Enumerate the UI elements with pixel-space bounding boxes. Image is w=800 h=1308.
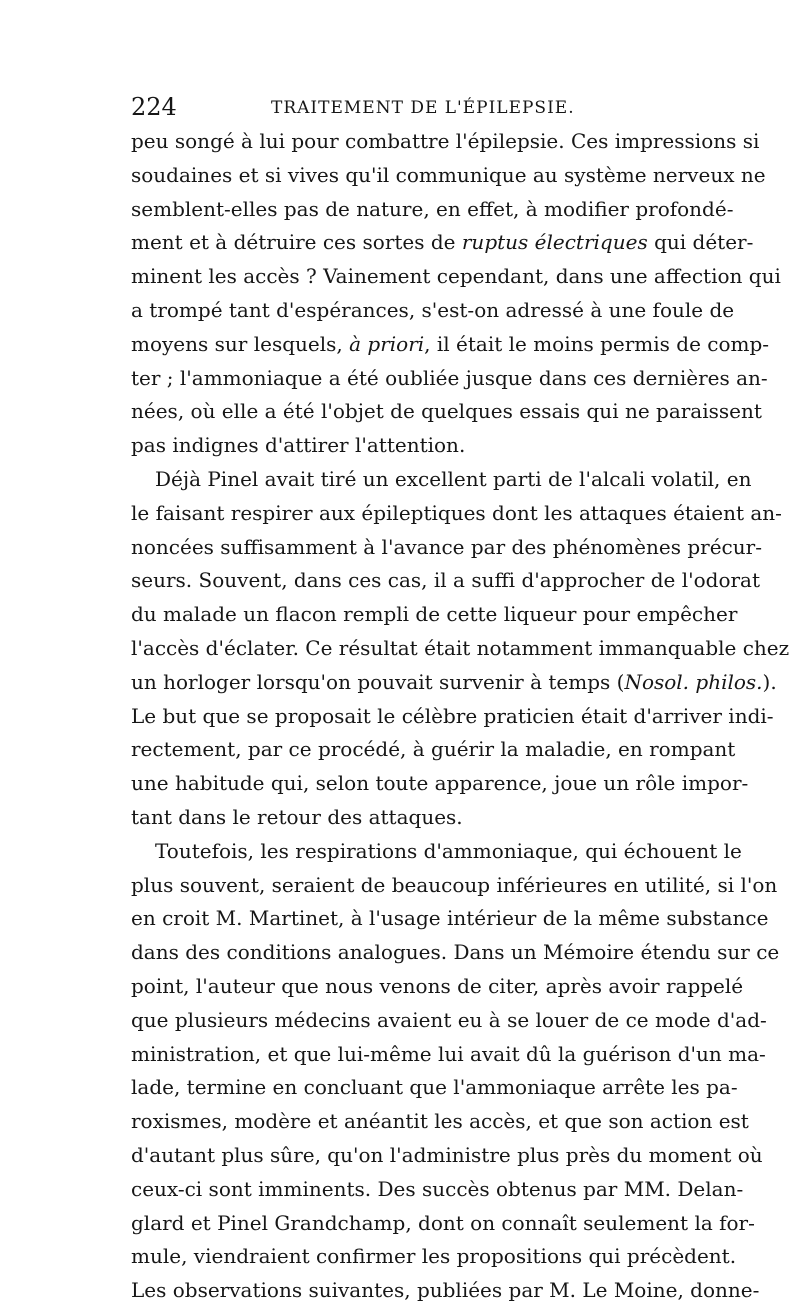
text-line: [131, 1207, 755, 1241]
text-segment: a trompé tant d'espérances, s'est-on adressé à une foule de: [131, 297, 735, 322]
text-line: [131, 159, 766, 193]
text-line: [131, 531, 762, 565]
text-segment: semblent-elles pas de nature, en effet, à modifier profondé-: [131, 196, 734, 221]
text-segment: un horloger lorsqu'on pouvait survenir à temps (: [131, 669, 625, 694]
text-line: [131, 497, 782, 531]
text-line: [131, 1240, 737, 1274]
text-line: [131, 125, 760, 159]
text-segment: minent les accès ? Vainement cependant, dans une affection qui: [131, 264, 781, 289]
text-line: [131, 733, 736, 767]
text-segment: ceux-ci sont imminents. Des succès obtenus par MM. Delan-: [131, 1176, 744, 1201]
text-line: [131, 801, 671, 835]
text-line: [131, 1105, 749, 1139]
text-line: [131, 463, 752, 497]
text-segment: noncées suffisamment à l'avance par des phénomènes précur-: [131, 534, 762, 559]
text-segment: du malade un flacon rempli de cette liqueur pour empêcher: [131, 602, 738, 627]
italic-text: ruptus électriques: [461, 230, 648, 255]
text-segment: ment et à détruire ces sortes de: [131, 230, 462, 255]
text-line: [131, 1004, 767, 1038]
text-line: [131, 429, 671, 463]
body-text: [131, 125, 790, 1308]
text-segment: plus souvent, seraient de beaucoup inférieures en utilité, si l'on: [131, 872, 778, 897]
text-segment: ter ; l'ammoniaque a été oubliée jusque dans ces dernières an-: [131, 365, 768, 390]
text-line: [131, 632, 790, 666]
text-segment: ministration, et que lui-même lui avait dû la guérison d'un ma-: [131, 1041, 766, 1066]
text-segment: soudaines et si vives qu'il communique au système nerveux ne: [131, 162, 766, 187]
text-segment: le faisant respirer aux épileptiques dont les attaques étaient an-: [131, 500, 782, 525]
text-line: [131, 666, 777, 700]
text-line: [131, 395, 762, 429]
text-segment: , il était le moins permis de comp-: [424, 331, 770, 356]
text-line: [131, 362, 768, 396]
italic-text: à priori: [349, 331, 425, 356]
text-line: [131, 1071, 738, 1105]
text-line: [131, 1274, 760, 1308]
text-line: [131, 1038, 766, 1072]
text-line: [131, 767, 749, 801]
text-segment: Déjà Pinel avait tiré un excellent parti de l'alcali volatil, en: [155, 466, 752, 491]
text-segment: peu songé à lui pour combattre l'épilepsie. Ces impressions si: [131, 129, 760, 153]
text-line: [131, 902, 769, 936]
text-line: [131, 598, 738, 632]
text-segment: tant dans le retour des attaques.: [131, 804, 463, 829]
text-segment: une habitude qui, selon toute apparence, joue un rôle impor-: [131, 771, 749, 796]
text-segment: roxismes, modère et anéantit les accès, et que son action est: [131, 1109, 749, 1134]
text-segment: nées, où elle a été l'objet de quelques essais qui ne paraissent: [131, 399, 762, 424]
text-segment: pas indignes d'attirer l'attention.: [131, 433, 466, 458]
text-segment: l'accès d'éclater. Ce résultat était notamment immanquable chez: [131, 635, 790, 660]
text-segment: d'autant plus sûre, qu'on l'administre plus près du moment où: [131, 1142, 763, 1167]
text-segment: dans des conditions analogues. Dans un Mémoire étendu sur ce: [131, 940, 780, 965]
text-segment: point, l'auteur que nous venons de citer, après avoir rappelé: [131, 973, 744, 998]
text-segment: en croit M. Martinet, à l'usage intérieur de la même substance: [131, 906, 769, 931]
paragraph: [131, 125, 781, 463]
text-segment: Le but que se proposait le célèbre praticien était d'arriver indi-: [131, 703, 774, 728]
running-head: [131, 92, 671, 122]
text-segment: moyens sur lesquels,: [131, 331, 350, 356]
page-number: 224: [131, 93, 177, 121]
text-line: [131, 294, 735, 328]
text-segment: qui déter-: [647, 230, 754, 255]
paragraph: [131, 463, 790, 835]
text-line: [131, 869, 778, 903]
text-line: [131, 193, 734, 227]
text-line: [131, 1139, 763, 1173]
text-segment: seurs. Souvent, dans ces cas, il a suffi d'approcher de l'odorat: [131, 568, 761, 593]
text-segment: Toutefois, les respirations d'ammoniaque, qui échouent le: [155, 838, 742, 863]
text-line: [131, 700, 774, 734]
text-segment: mule, viendraient confirmer les propositions qui précèdent.: [131, 1244, 737, 1269]
text-line: [131, 970, 744, 1004]
text-line: [131, 260, 781, 294]
text-segment: lade, termine en concluant que l'ammoniaque arrête les pa-: [131, 1075, 738, 1100]
text-segment: glard et Pinel Grandchamp, dont on connaît seulement la for-: [131, 1210, 755, 1235]
text-line: [131, 328, 770, 362]
text-segment: rectement, par ce procédé, à guérir la maladie, en rompant: [131, 737, 736, 762]
text-segment: que plusieurs médecins avaient eu à se louer de ce mode d'ad-: [131, 1007, 767, 1032]
paragraph: [131, 835, 780, 1308]
italic-text: Nosol. philos.: [624, 669, 763, 694]
text-segment: Les observations suivantes, publiées par M. Le Moine, donne-: [131, 1278, 760, 1303]
running-title: TRAITEMENT DE L'ÉPILEPSIE.: [271, 98, 575, 118]
text-line: [131, 936, 780, 970]
text-segment: ).: [762, 669, 777, 694]
text-line: [131, 1173, 744, 1207]
text-line: [131, 835, 742, 869]
text-line: [131, 226, 754, 260]
text-line: [131, 564, 761, 598]
